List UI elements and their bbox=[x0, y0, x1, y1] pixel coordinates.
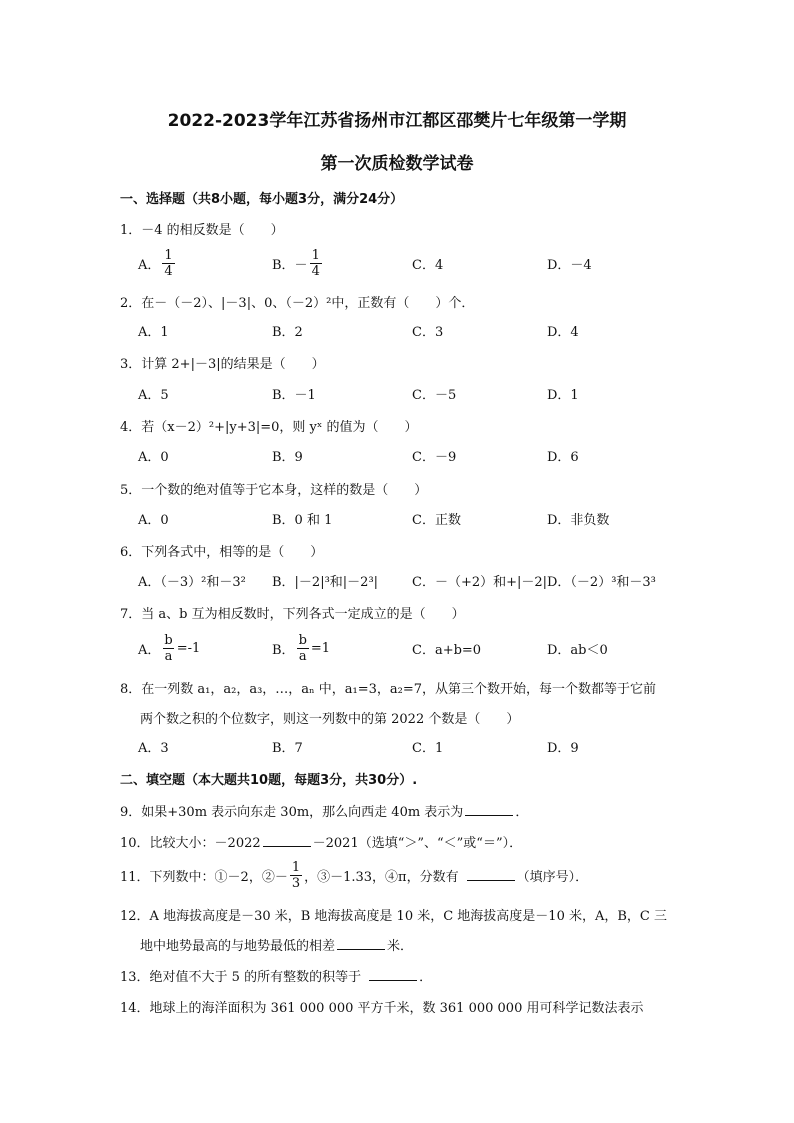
exam-title-line1: 2022-2023学年江苏省扬州市江都区邵樊片七年级第一学期 bbox=[167, 111, 627, 131]
question-12-text: 地中地势最高的与地势最低的相差 bbox=[140, 939, 336, 954]
option-d: D．6 bbox=[547, 449, 579, 465]
question-7-options bbox=[0, 631, 794, 665]
question-4-stem: 4．若（x－2）²+|y+3|=0，则 yˣ 的值为（ ） bbox=[120, 420, 418, 435]
option-a: A．（－3）²和－3² bbox=[138, 574, 246, 590]
fraction-numerator: b bbox=[164, 632, 173, 648]
question-9-end: ． bbox=[515, 805, 529, 820]
question-11-text: 11．下列数中：①－2，②－ bbox=[120, 869, 288, 885]
question-10-text: 10．比较大小：－2022 bbox=[120, 836, 261, 851]
fraction-denominator: 4 bbox=[164, 263, 173, 279]
option-label: A． bbox=[138, 257, 161, 273]
fraction bbox=[290, 861, 302, 890]
option-tail: =-1 bbox=[176, 640, 201, 656]
option-a: A．0 bbox=[138, 512, 169, 528]
answer-blank[interactable] bbox=[467, 869, 515, 881]
question-3-options bbox=[0, 376, 794, 410]
question-1-options bbox=[0, 246, 794, 280]
option-b bbox=[272, 246, 324, 280]
fraction-denominator: 3 bbox=[291, 875, 301, 891]
question-13-end: ． bbox=[419, 970, 433, 985]
option-label: A． bbox=[138, 642, 161, 658]
option-label: B．－ bbox=[272, 257, 308, 273]
option-d: D．ab＜0 bbox=[547, 642, 608, 658]
option-d: D．（－2）³和－3³ bbox=[547, 574, 656, 590]
question-11 bbox=[120, 858, 588, 892]
option-a bbox=[138, 246, 177, 280]
option-d: D．4 bbox=[547, 324, 579, 340]
option-c: C．3 bbox=[412, 324, 444, 340]
section-heading-choice: 一、选择题（共8小题，每小题3分，满分24分） bbox=[120, 192, 404, 207]
option-d: D．1 bbox=[547, 387, 579, 403]
question-2-options bbox=[0, 313, 794, 347]
question-3-stem: 3．计算 2+|－3|的结果是（ ） bbox=[120, 357, 325, 372]
question-4-options bbox=[0, 438, 794, 472]
option-b: B．|－2|³和|－2³| bbox=[272, 574, 379, 590]
option-c: C．－（+2）和+|－2| bbox=[412, 574, 548, 590]
option-b: B．9 bbox=[272, 449, 303, 465]
option-c: C．－5 bbox=[412, 387, 457, 403]
fraction-denominator: 4 bbox=[311, 263, 320, 279]
question-12-line2 bbox=[140, 935, 413, 954]
question-5-stem: 5．一个数的绝对值等于它本身，这样的数是（ ） bbox=[120, 483, 428, 498]
option-c: C．4 bbox=[412, 257, 444, 273]
fraction-denominator: a bbox=[164, 648, 173, 664]
option-c: C．正数 bbox=[412, 512, 461, 528]
question-6-stem: 6．下列各式中，相等的是（ ） bbox=[120, 545, 324, 560]
option-c: C．a+b=0 bbox=[412, 642, 482, 658]
option-c: C．1 bbox=[412, 740, 444, 756]
fraction bbox=[162, 634, 174, 663]
section-heading-fill: 二、填空题（本大题共10题，每题3分，共30分）. bbox=[120, 773, 418, 788]
question-9-text: 9．如果+30m 表示向东走 30m，那么向西走 40m 表示为 bbox=[120, 805, 464, 820]
question-8-options bbox=[0, 729, 794, 763]
question-13-text: 13．绝对值不大于 5 的所有整数的积等于 bbox=[120, 970, 362, 985]
answer-blank[interactable] bbox=[465, 804, 513, 816]
answer-blank[interactable] bbox=[263, 835, 311, 847]
option-b: B．－1 bbox=[272, 387, 316, 403]
question-13 bbox=[120, 966, 432, 985]
fraction-numerator: 1 bbox=[164, 247, 173, 263]
option-d: D．非负数 bbox=[547, 512, 610, 528]
exam-title-line2: 第一次质检数学试卷 bbox=[320, 154, 474, 174]
option-a: A．1 bbox=[138, 324, 169, 340]
question-7-stem: 7．当 a、b 互为相反数时，下列各式一定成立的是（ ） bbox=[120, 607, 465, 622]
option-label: B． bbox=[272, 642, 295, 658]
option-b bbox=[272, 631, 330, 665]
question-5-options bbox=[0, 501, 794, 535]
fraction-numerator: 1 bbox=[311, 247, 320, 263]
fraction-numerator: 1 bbox=[291, 859, 301, 875]
question-9 bbox=[120, 801, 528, 820]
option-tail: =1 bbox=[310, 640, 331, 656]
fraction-numerator: b bbox=[298, 632, 307, 648]
option-a: A．0 bbox=[138, 449, 169, 465]
question-6-options bbox=[0, 563, 794, 597]
option-d: D．－4 bbox=[547, 257, 592, 273]
question-12-end: 米． bbox=[387, 939, 414, 954]
question-10 bbox=[120, 832, 522, 851]
question-10-end: －2021（选填“＞”、“＜”或“＝”）． bbox=[312, 836, 523, 851]
option-a: A．5 bbox=[138, 387, 169, 403]
option-a bbox=[138, 631, 200, 665]
question-1-stem: 1．－4 的相反数是（ ） bbox=[120, 223, 284, 238]
fraction-denominator: a bbox=[298, 648, 307, 664]
question-2-stem: 2．在－（－2）、|－3|、0、（－2）²中，正数有（ ）个． bbox=[120, 296, 475, 311]
option-d: D．9 bbox=[547, 740, 579, 756]
fraction bbox=[162, 249, 174, 278]
question-8-stem-line1: 8．在一列数 a₁，a₂，a₃，…，aₙ 中，a₁=3，a₂=7，从第三个数开始，每一个数都等于它前 bbox=[120, 682, 657, 697]
fraction bbox=[310, 249, 322, 278]
answer-blank[interactable] bbox=[369, 969, 417, 981]
question-14-line1: 14．地球上的海洋面积为 361 000 000 平方千米，数 361 000 000 用可科学记数法表示 bbox=[120, 1001, 644, 1016]
fraction bbox=[297, 634, 309, 663]
option-b: B．7 bbox=[272, 740, 303, 756]
question-11-end: （填序号）． bbox=[516, 869, 589, 885]
answer-blank[interactable] bbox=[337, 938, 385, 950]
option-b: B．2 bbox=[272, 324, 303, 340]
option-a: A．3 bbox=[138, 740, 169, 756]
option-c: C．－9 bbox=[412, 449, 457, 465]
question-12-line1: 12．A 地海拔高度是－30 米，B 地海拔高度是 10 米，C 地海拔高度是－10 米，A，B，C 三 bbox=[120, 909, 668, 924]
question-11-mid: ，③－1.33，④π，分数有 bbox=[304, 869, 459, 885]
question-8-stem-line2: 两个数之积的个位数字，则这一列数中的第 2022 个数是（ ） bbox=[140, 712, 520, 727]
option-b: B．0 和 1 bbox=[272, 512, 333, 528]
